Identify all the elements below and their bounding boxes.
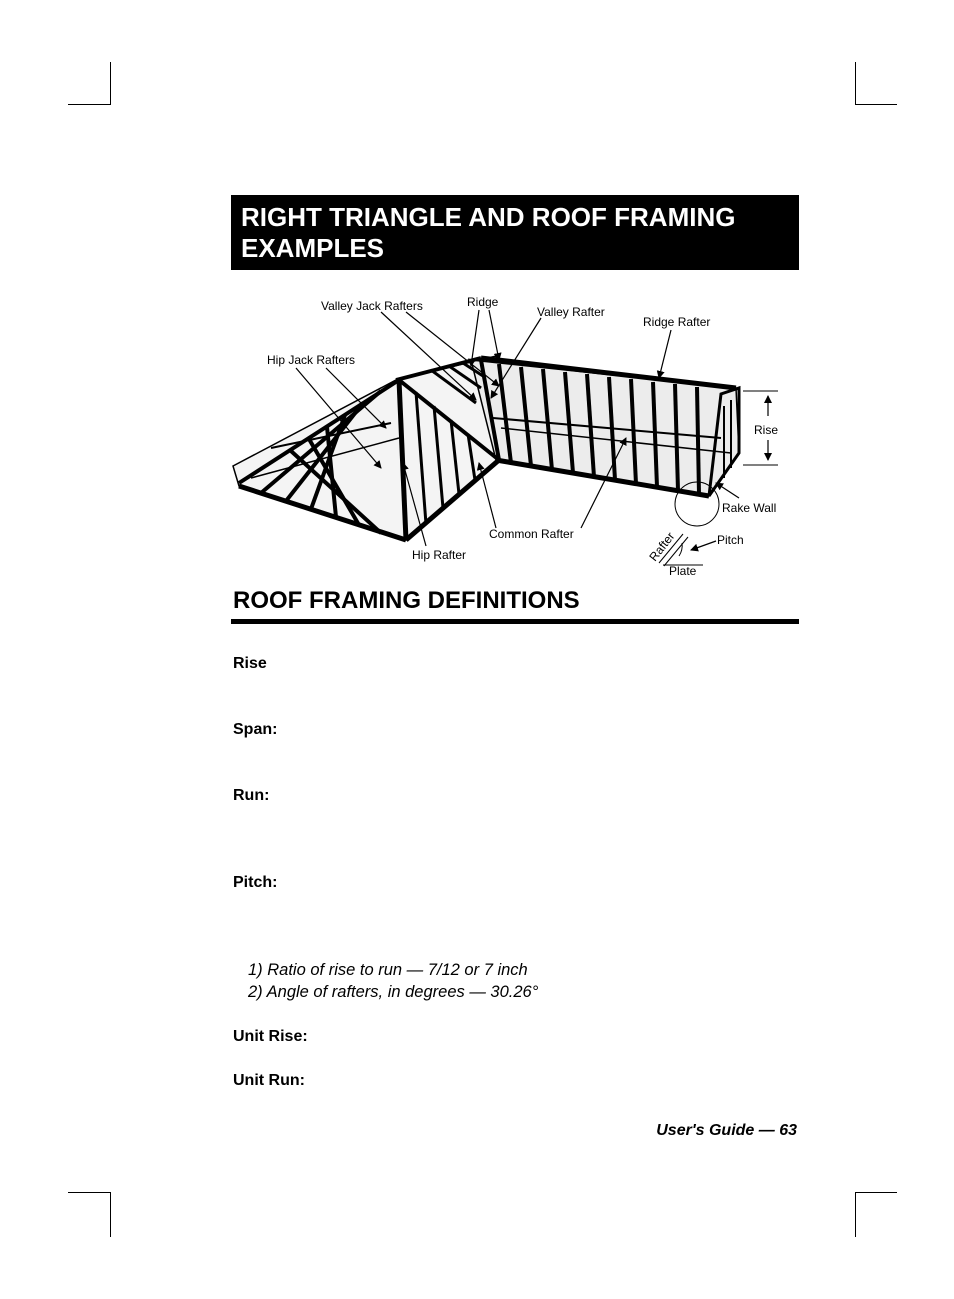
roof-framing-drawing: [231, 288, 799, 580]
definition-term-rise: Rise: [233, 655, 267, 672]
label-plate: Plate: [669, 564, 697, 578]
definition-term-run: Run:: [233, 787, 270, 804]
label-hip-jack-rafters: Hip Jack Rafters: [267, 353, 356, 367]
label-rise: Rise: [754, 423, 779, 437]
roof-framing-illustration: [231, 288, 799, 580]
crop-mark-top-right-vertical: [855, 62, 856, 105]
pitch-example-1: 1) Ratio of rise to run — 7/12 or 7 inch: [248, 961, 528, 979]
section-heading: ROOF FRAMING DEFINITIONS: [233, 587, 580, 614]
crop-mark-top-left-vertical: [110, 62, 111, 105]
definition-term-unit-run: Unit Run:: [233, 1072, 305, 1089]
page-title-line-1: RIGHT TRIANGLE AND ROOF FRAMING: [241, 202, 736, 232]
label-hip-rafter: Hip Rafter: [412, 548, 467, 562]
definition-term-unit-rise: Unit Rise:: [233, 1028, 308, 1045]
label-rake-wall: Rake Wall: [722, 501, 777, 515]
label-valley-jack-rafters: Valley Jack Rafters: [321, 299, 423, 313]
crop-mark-bottom-left-vertical: [110, 1192, 111, 1237]
label-pitch: Pitch: [717, 533, 744, 547]
crop-mark-top-left-horizontal: [68, 104, 111, 105]
definition-term-span: Span:: [233, 721, 278, 738]
crop-mark-bottom-right-vertical: [855, 1192, 856, 1237]
crop-mark-bottom-right-horizontal: [855, 1192, 897, 1193]
page-title: [231, 195, 799, 270]
pitch-example-2: 2) Angle of rafters, in degrees — 30.26°: [248, 983, 539, 1001]
section-rule: [231, 619, 799, 624]
page-title-line-2: EXAMPLES: [241, 233, 385, 263]
page-footer: User's Guide — 63: [656, 1122, 797, 1139]
crop-mark-top-right-horizontal: [855, 104, 897, 105]
label-valley-rafter: Valley Rafter: [537, 305, 605, 319]
label-rafter: Rafter: [646, 529, 678, 564]
definition-term-pitch: Pitch:: [233, 874, 278, 891]
label-common-rafter: Common Rafter: [489, 527, 574, 541]
label-ridge-rafter: Ridge Rafter: [643, 315, 711, 329]
label-ridge: Ridge: [467, 295, 499, 309]
crop-mark-bottom-left-horizontal: [68, 1192, 111, 1193]
